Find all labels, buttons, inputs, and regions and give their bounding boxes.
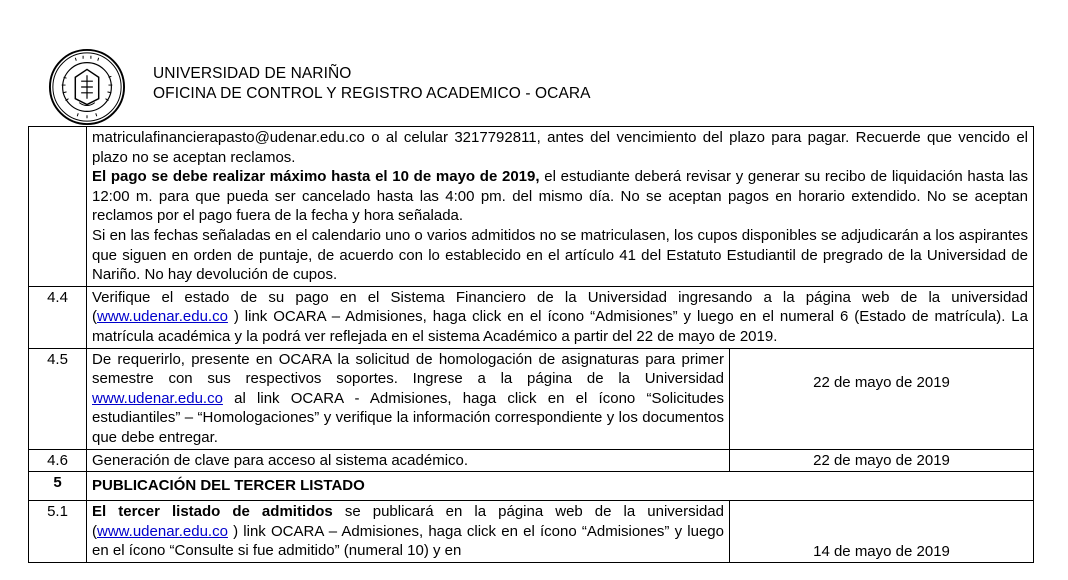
table-row — [29, 348, 1034, 449]
table-row — [29, 501, 1034, 563]
text: De requerirlo, presente en OCARA la solicitud de homologación de asignaturas para primer semestre con sus respectivos soportes. Ingrese a la página de la Universidad — [92, 350, 724, 388]
row-description-cell — [87, 501, 730, 563]
row-number-cell: 5.1 — [29, 501, 87, 563]
bold-text: El pago se debe realizar máximo hasta el 10 de mayo de 2019, — [92, 168, 540, 186]
table-row — [29, 127, 1034, 287]
paragraph: matriculafinancierapasto@udenar.edu.co o al celular 3217792811, antes del vencimiento del plazo para pagar. Recuerde que vencido el plazo no se aceptan reclamos. — [92, 129, 1028, 166]
text: ) link OCARA – Admisiones, haga click en el ícono “Admisiones” y luego en el ícono “Consulte si fue admitido” (numeral 10) y en — [92, 522, 724, 560]
bold-text: El tercer listado de admitidos — [92, 503, 333, 521]
udenar-link[interactable]: www.udenar.edu.co — [97, 522, 228, 540]
text: se publicará en la página web de la universidad ( — [92, 503, 724, 540]
table-row — [29, 449, 1034, 472]
paragraph: el estudiante deberá revisar y generar su recibo de liquidación hasta las 12:00 m. para que pueda ser cancelado hasta las 4:00 pm. del mismo día. No se aceptan pagos en horario extendido. No se aceptan reclamos por el pago fuera de la fecha y hora señalada. — [92, 168, 1028, 225]
row-number-cell — [29, 127, 87, 287]
row-number-cell: 4.5 — [29, 348, 87, 449]
table-row — [29, 472, 1034, 501]
paragraph: Si en las fechas señaladas en el calendario uno o varios admitidos no se matriculasen, los cupos disponibles se adjudicarán a los aspirantes que siguen en orden de puntaje, de acuerdo con lo establecido en el artículo 41 del Estatuto Estudiantil de pregrado de la Universidad de Nariño. No hay devolución de cupos. — [92, 226, 1028, 284]
text: ) link OCARA – Admisiones, haga click en el ícono “Admisiones” y luego en el numeral 6 (Estado de matrícula). La matrícula académica y la podrá ver reflejada en el sistema Académico a partir del 22 de mayo de 2019. — [92, 308, 1028, 345]
row-number-cell: 4.4 — [29, 286, 87, 348]
page-header — [153, 64, 591, 104]
row-description-cell — [87, 286, 1034, 348]
udenar-link[interactable]: www.udenar.edu.co — [97, 308, 228, 326]
date-cell: 14 de mayo de 2019 — [730, 501, 1034, 563]
date-cell: 22 de mayo de 2019 — [730, 449, 1034, 472]
calendar-table — [28, 126, 1034, 563]
university-seal-icon — [48, 48, 126, 126]
row-number-cell: 4.6 — [29, 449, 87, 472]
university-name: UNIVERSIDAD DE NARIÑO — [153, 65, 352, 82]
udenar-link[interactable]: www.udenar.edu.co — [92, 389, 223, 407]
section-number-cell: 5 — [29, 472, 87, 501]
row-description-cell — [87, 127, 1034, 287]
row-description-cell: Generación de clave para acceso al sistema académico. — [87, 449, 730, 472]
table-row — [29, 286, 1034, 348]
text: al link OCARA - Admisiones, haga click en el ícono “Solicitudes estudiantiles” – “Homologaciones” y verifique la información correspondiente y los documentos que debe entregar. — [92, 389, 724, 446]
date-cell: 22 de mayo de 2019 — [730, 348, 1034, 449]
section-title-cell: PUBLICACIÓN DEL TERCER LISTADO — [87, 472, 1034, 501]
row-description-cell — [87, 348, 730, 449]
text: Verifique el estado de su pago en el Sistema Financiero de la Universidad ingresando a la página web de la universidad ( — [92, 288, 1028, 326]
office-name: OFICINA DE CONTROL Y REGISTRO ACADEMICO - OCARA — [153, 85, 591, 102]
